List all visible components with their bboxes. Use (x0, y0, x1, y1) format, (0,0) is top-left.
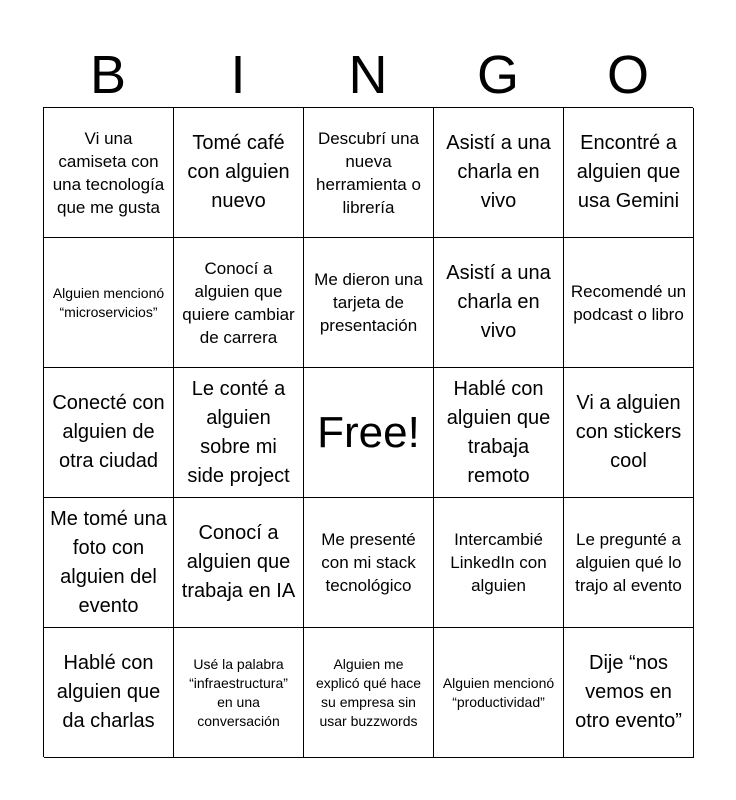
header-letter-b: B (89, 45, 127, 105)
bingo-cell[interactable] (434, 238, 564, 368)
header-letter-o: O (606, 45, 649, 105)
bingo-cell[interactable] (564, 498, 694, 628)
bingo-free-cell[interactable] (304, 368, 434, 498)
bingo-cell[interactable] (434, 628, 564, 758)
cell-text: Asistí a una charla en vivo (446, 262, 551, 342)
cell-text: Dije “nos vemos en otro evento” (575, 652, 682, 732)
bingo-cell[interactable] (174, 238, 304, 368)
cell-text: Me tomé una foto con alguien del evento (50, 507, 167, 617)
bingo-cell[interactable] (564, 628, 694, 758)
bingo-cell[interactable] (564, 108, 694, 238)
cell-text: Me presenté con mi stack tecnológico (321, 530, 416, 595)
cell-text: Tomé café con alguien nuevo (187, 132, 290, 212)
bingo-cell[interactable] (44, 238, 174, 368)
bingo-cell[interactable] (304, 108, 434, 238)
header-letter-i: I (230, 45, 246, 105)
bingo-cell[interactable] (434, 498, 564, 628)
cell-text: Conecté con alguien de otra ciudad (52, 392, 165, 472)
bingo-board (43, 107, 693, 757)
cell-text: Conocí a alguien que quiere cambiar de carrera (182, 258, 295, 347)
bingo-cell[interactable] (564, 238, 694, 368)
cell-text: Intercambié LinkedIn con alguien (450, 530, 547, 595)
cell-text: Conocí a alguien que trabaja en IA (181, 522, 296, 602)
bingo-cell[interactable] (174, 628, 304, 758)
cell-text: Me dieron una tarjeta de presentación (314, 270, 423, 335)
header-letter-g: G (476, 45, 519, 105)
cell-text: Alguien mencionó “microservicios” (52, 284, 165, 320)
bingo-cell[interactable] (174, 498, 304, 628)
cell-text: Le conté a alguien sobre mi side project (187, 377, 290, 487)
bingo-cell[interactable] (44, 498, 174, 628)
bingo-cell[interactable] (44, 368, 174, 498)
bingo-cell[interactable] (564, 368, 694, 498)
bingo-cell[interactable] (434, 108, 564, 238)
cell-text: Alguien me explicó qué hace su empresa sin usar buzzwords (315, 655, 422, 729)
cell-text: Le pregunté a alguien qué lo trajo al evento (575, 530, 682, 595)
bingo-cell[interactable] (304, 628, 434, 758)
cell-text: Alguien mencionó “productividad” (442, 674, 555, 710)
bingo-cell[interactable] (44, 628, 174, 758)
bingo-cell[interactable] (304, 498, 434, 628)
cell-text: Descubrí una nueva herramienta o librería (316, 128, 421, 217)
bingo-cell[interactable] (174, 108, 304, 238)
bingo-cell[interactable] (304, 238, 434, 368)
cell-text: Hablé con alguien que trabaja remoto (446, 377, 551, 487)
header-letter-n: N (348, 45, 388, 105)
cell-text: Asistí a una charla en vivo (446, 132, 551, 212)
free-text: Free! (317, 407, 420, 457)
bingo-cell[interactable] (434, 368, 564, 498)
cell-text: Recomendé un podcast o libro (570, 281, 687, 324)
bingo-cell[interactable] (44, 108, 174, 238)
bingo-header (43, 44, 693, 106)
bingo-cell[interactable] (174, 368, 304, 498)
cell-text: Hablé con alguien que da charlas (56, 652, 161, 732)
cell-text: Vi una camiseta con una tecnología que me gusta (52, 128, 165, 217)
cell-text: Usé la palabra “infraestructura” en una conversación (189, 655, 288, 729)
cell-text: Vi a alguien con stickers cool (575, 392, 682, 472)
cell-text: Encontré a alguien que usa Gemini (576, 132, 681, 212)
